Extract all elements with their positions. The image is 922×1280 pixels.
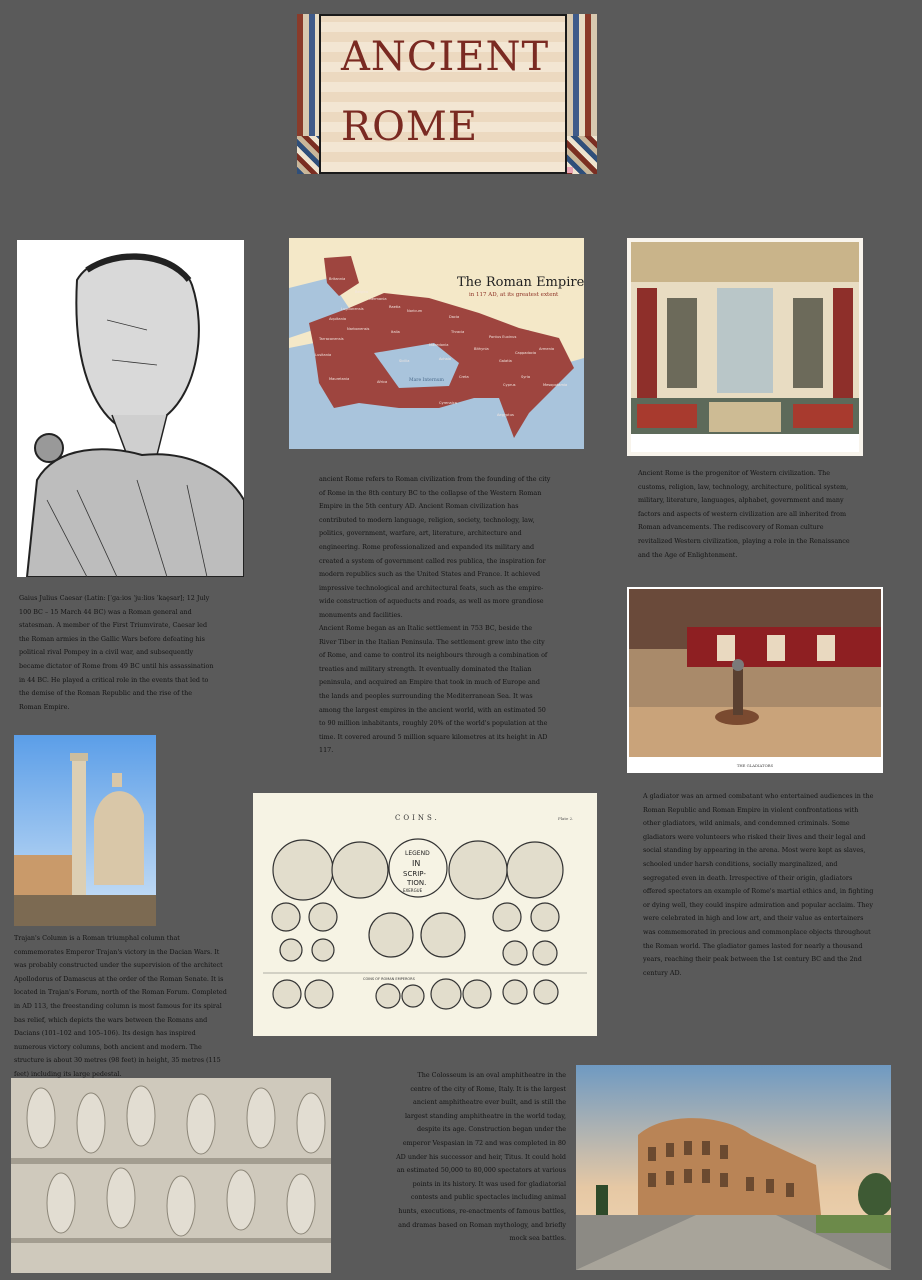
map-label: Cyrenaica	[439, 401, 457, 405]
caesar-description: Gaius Julius Caesar (Latin: [ˈɡaːiʊs ˈjuːliʊs ˈkae̯sar]; 12 July 100 BC – 15 March 44 BC) was a Roman general and statesman. A member of the First Triumvirate, Caesar led the Roman armies in the Gallic Wars before defeating his political rival Pompey in a civil war, and subsequently became dictator of Rome from 49 BC until his assassination in 44 BC. He played a critical role in the events that led to the demise of the Roman Republic and the rise of the Roman Empire.	[19, 594, 214, 711]
map-label: Raetia	[389, 305, 401, 309]
map-label: Lusitania	[315, 353, 332, 357]
colosseum-paragraph: The Colosseum is an oval amphitheatre in the centre of the city of Rome, Italy. It is the largest ancient amphitheatre ever built, and is still the largest standing amphitheatre in the world today, despite its age. Construction began under the emperor Vespasian in 72 and was completed in 80 AD under his successor and heir, Titus. It could hold an estimated 50,000 to 80,000 spectators at various points in its history. It was used for gladiatorial contests and public spectacles including animal hunts, executions, re-enactments of famous battles, and dramas based on Roman mythology, and briefly mock sea battles.	[396, 1071, 566, 1243]
coin-legend-text: EXERGUE	[403, 888, 423, 893]
coins-plate	[253, 793, 597, 1036]
map-label: Mesopotamia	[543, 383, 568, 387]
trajan-relief-image	[11, 1078, 331, 1273]
title-panel	[319, 14, 567, 174]
map-label: Lugdunensis	[341, 307, 364, 311]
map-label: Mauretania	[329, 377, 350, 381]
map-label: Germania	[369, 297, 387, 301]
map-label: Belgica	[355, 290, 369, 294]
colosseum-photo	[576, 1065, 891, 1270]
rome-intro-paragraph: ancient Rome refers to Roman civilization from the founding of the city of Rome in the 8th century BC to the collapse of the Western Roman Empire in the 5th century AD. Ancient Roman civilization has contributed to modern language, religion, society, technology, law, politics, government, warfare, art, literature, architecture and engineering. Rome professionalized and expanded its military and created a system of government called res publica, the inspiration for modern republics such as the United States and France. It achieved impressive technological and architectural feats, such as the empire-wide construction of aqueducts and roads, as well as more grandiose monuments and facilities.	[319, 475, 551, 619]
western-civilization-paragraph: Ancient Rome is the progenitor of Western civilization. The customs, religion, law, technology, architecture, political system, military, literature, languages, alphabet, government and many factors and aspects of western civilization are all inherited from Roman advancements. The rediscovery of Roman culture revitalized Western civilization, playing a role in the Renaissance and the Age of Enlightenment.	[638, 469, 850, 559]
roman-interior-painting	[627, 238, 863, 456]
rome-history-paragraph: Ancient Rome began as an Italic settlement in 753 BC, beside the River Tiber in the Italian Peninsula. The settlement grew into the city of Rome, and came to control its neighbours through a combination of treaties and military strength. It eventually dominated the Italian peninsula, and acquired an Empire that took in much of Europe and the lands and peoples surrounding the Mediterranean Sea. It was among the largest empires in the ancient world, with an estimated 50 to 90 million inhabitants, roughly 20% of the world's population at the time. It covered around 5 million square kilometres at its height in AD 117.	[319, 624, 548, 755]
map-label: Britannia	[329, 277, 346, 281]
gladiator-painting	[627, 587, 883, 773]
map-label: Sicilia	[399, 359, 410, 363]
coin-legend-text: SCRIP-	[403, 870, 426, 878]
map-label: Macedonia	[429, 343, 449, 347]
roman-empire-map	[289, 238, 584, 449]
map-label: Africa	[377, 380, 388, 384]
map-label: Cyprus	[503, 383, 516, 387]
map-label: Thracia	[451, 330, 465, 334]
map-label: Achaia	[439, 357, 452, 361]
map-label: Narbonensis	[347, 327, 370, 331]
trajans-column-photo	[14, 735, 156, 926]
coin-legend-text: LEGEND	[405, 850, 430, 857]
banner-handle	[567, 167, 573, 173]
map-label: Cappadocia	[515, 351, 537, 355]
map-sea-label: Mare Internum	[409, 378, 444, 383]
map-label: Tarraconensis	[319, 337, 344, 341]
title-banner	[297, 14, 597, 174]
map-label: Pontus Euxinus	[489, 335, 517, 339]
map-label: Italia	[391, 330, 400, 334]
map-label: Armenia	[539, 347, 555, 351]
map-title: The Roman Empire	[457, 275, 584, 290]
coin-legend-text: IN	[412, 859, 421, 868]
coins-plate-number: Plate 2.	[558, 816, 574, 821]
map-label: Dacia	[449, 315, 460, 319]
coins-title: COINS.	[395, 814, 440, 822]
map-label: Syria	[521, 375, 531, 379]
map-label: Creta	[459, 375, 469, 379]
trajans-column-paragraph: Trajan's Column is a Roman triumphal column that commemorates Emperor Trajan's victory in the Dacian Wars. It was probably constructed under the supervision of the architect Apollodorus of Damascus at the order of the Roman Senate. It is located in Trajan's Forum, north of the Roman Forum. Completed in AD 113, the freestanding column is most famous for its spiral bas relief, which depicts the wars between the Romans and Dacians (101–102 and 105–106). Its design has inspired numerous victory columns, both ancient and modern. The structure is about 30 metres (98 feet) in height, 35 metres (115 feet) including its large pedestal.	[14, 934, 227, 1078]
map-label: Galatia	[499, 359, 512, 363]
map-label: Noricum	[407, 309, 423, 313]
coin-legend-text: TION.	[407, 879, 427, 887]
gladiator-paragraph: A gladiator was an armed combatant who entertained audiences in the Roman Republic and Roman Empire in violent confrontations with other gladiators, wild animals, and condemned criminals. Some gladiators were volunteers who risked their lives and their legal and social standing by appearing in the arena. Most were kept as slaves, schooled under harsh conditions, socially marginalized, and segregated even in death. Irrespective of their origin, gladiators offered spectators an example of Rome's martial ethics and, in fighting or dying well, they could inspire admiration and popular acclaim. They were celebrated in high and low art, and their value as entertainers was commemorated in precious and commonplace objects throughout the Roman world. The gladiator games lasted for nearly a thousand years, reaching their peak between the 1st century BC and the 2nd century AD.	[643, 792, 874, 977]
caesar-bust-image	[17, 240, 244, 577]
gladiator-caption: THE GLADIATORS	[736, 763, 774, 768]
coins-band-label: COINS OF ROMAN EMPERORS	[363, 977, 415, 981]
map-label: Aquitania	[329, 317, 347, 321]
title-line-2: ROME	[341, 104, 479, 150]
map-subtitle: in 117 AD, at its greatest extent	[469, 292, 559, 298]
map-label: Aegyptus	[497, 413, 514, 417]
title-line-1: ANCIENT	[341, 34, 550, 80]
map-label: Bithynia	[474, 347, 489, 351]
